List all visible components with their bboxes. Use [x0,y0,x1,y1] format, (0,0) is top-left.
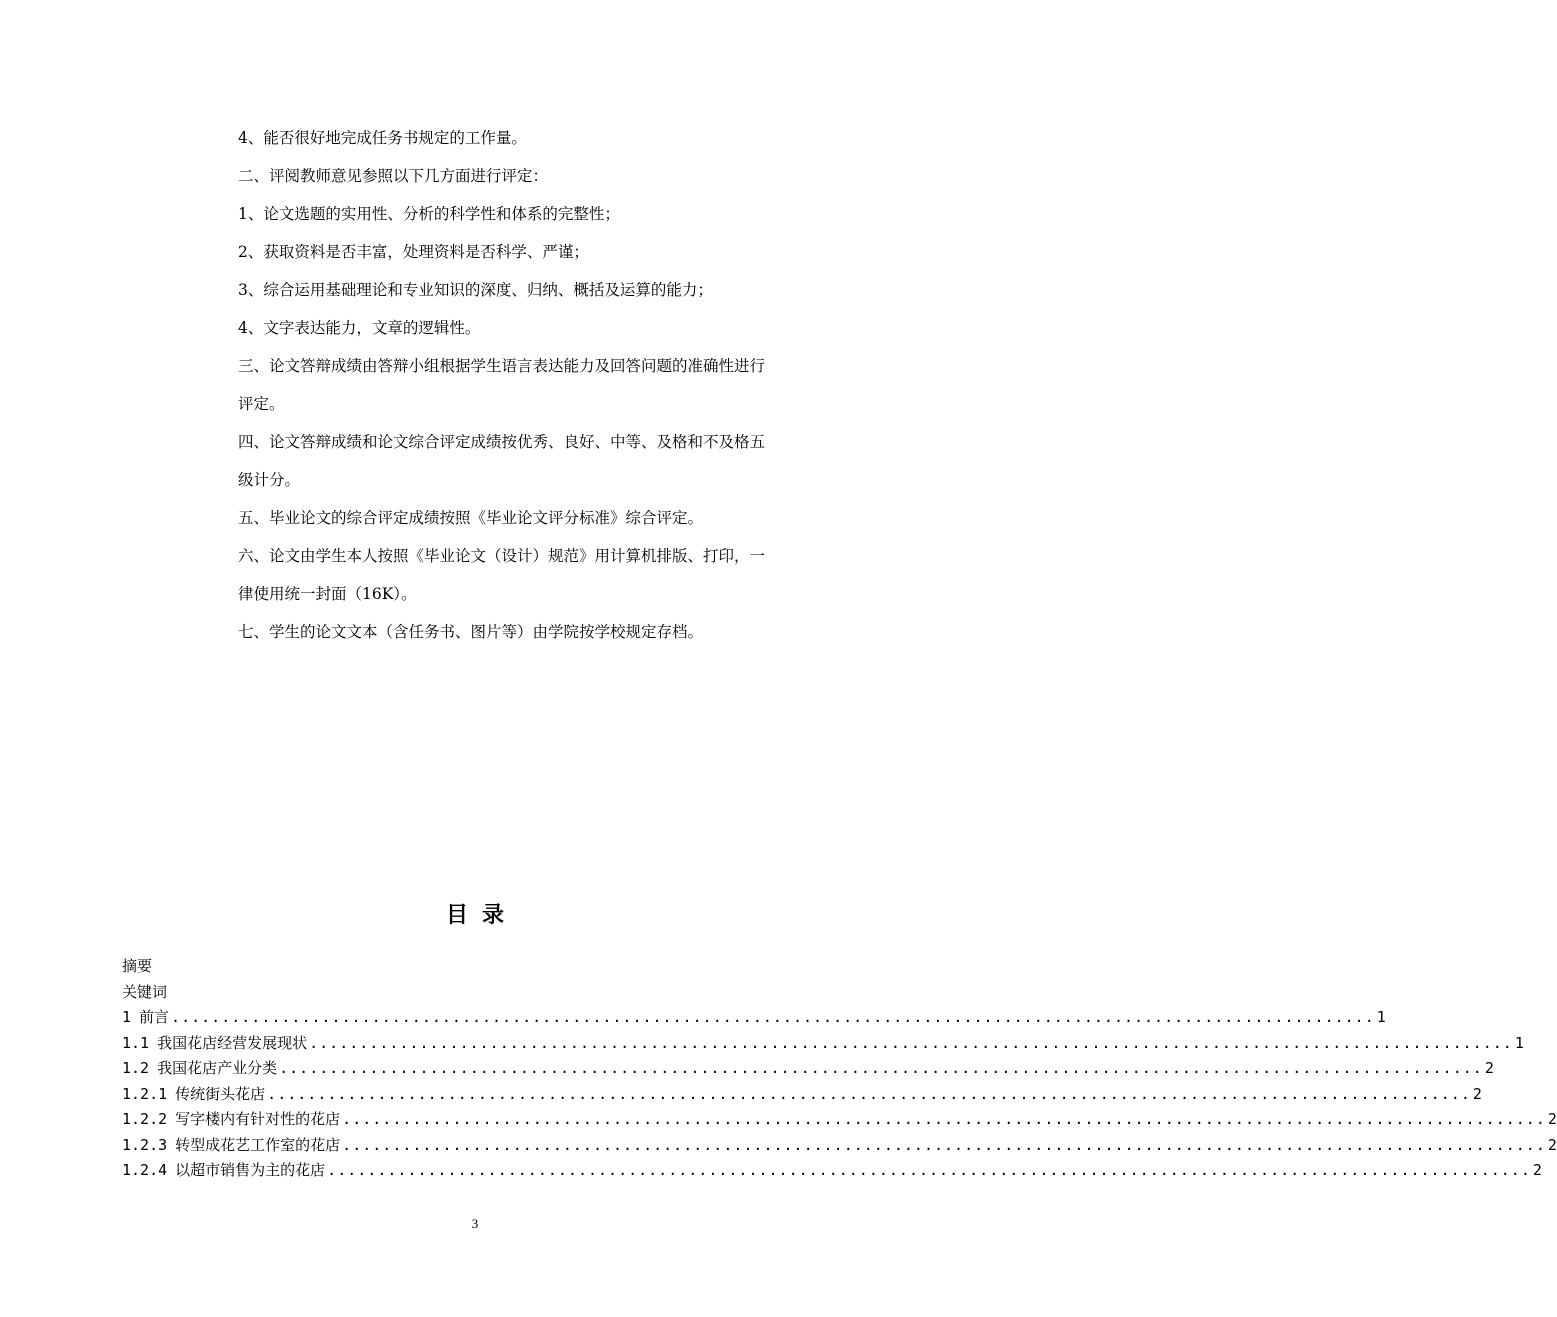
toc-entry[interactable] [122,1133,1557,1159]
toc-entry[interactable] [122,1158,1542,1184]
toc-entry-label: 传统街头花店 [175,1084,266,1103]
paragraph-criteria-4: 4、文字表达能力，文章的逻辑性。 [238,319,481,337]
toc-entry-abstract[interactable] [122,954,852,980]
toc-leader-dots: ........................................................................................................................ [267,1084,1471,1103]
paragraph-criteria-3: 3、综合运用基础理论和专业知识的深度、归纳、概括及运算的能力； [238,281,713,299]
toc-entry-number: 1.2.4 [122,1161,168,1179]
toc-entry[interactable] [122,1107,1557,1133]
toc-entry[interactable] [122,1082,1482,1108]
toc-entry[interactable] [122,1031,1524,1057]
paragraph-defense-line1: 三、论文答辩成绩由答辩小组根据学生语言表达能力及回答问题的准确性进行 [238,357,766,375]
paragraph-criteria-2: 2、获取资料是否丰富，处理资料是否科学、严谨； [238,243,589,261]
toc-entry-page: 2 [1547,1110,1557,1128]
toc-leader-dots: ........................................................................................................................ [342,1135,1546,1154]
paragraph-defense-line2: 评定。 [238,395,285,413]
toc-entry-number: 1.2.3 [122,1135,168,1154]
page-number: 3 [471,1216,479,1231]
toc-entry[interactable] [122,1056,1494,1082]
toc-entry-page: 1 [1376,1008,1386,1026]
toc-leader-dots: ........................................................................................................................ [342,1110,1546,1128]
toc-title: 目录 [445,903,518,928]
toc-leader-dots: ........................................................................................................................ [309,1033,1513,1052]
paragraph-criteria-1: 1、论文选题的实用性、分析的科学性和体系的完整性； [238,205,620,223]
paragraph-grading-line2: 级计分。 [238,471,301,489]
toc-entry-label: 我国花店经营发展现状 [157,1033,308,1052]
toc-entry-label: 写字楼内有针对性的花店 [175,1110,341,1128]
toc-entry-label: 转型成花艺工作室的花店 [175,1135,341,1154]
paragraph-formatting-line2: 律使用统一封面（16K）。 [238,585,417,603]
toc-leader-dots: ........................................................................................................................ [327,1161,1531,1179]
toc-entry-label: 关键词 [122,982,168,1001]
paragraph-review-criteria-heading: 二、评阅教师意见参照以下几方面进行评定： [238,167,549,185]
toc-entry-page: 2 [1532,1161,1542,1179]
table-of-contents [122,954,1557,1184]
toc-entry-page: 2 [1472,1084,1482,1103]
paragraph-workload: 4、能否很好地完成任务书规定的工作量。 [238,129,527,147]
toc-entry-page: 2 [1547,1135,1557,1154]
toc-entry-number: 1 [122,1008,132,1026]
toc-entry-number: 1.1 [122,1033,150,1052]
toc-entry-page: 2 [1484,1059,1494,1077]
toc-entry[interactable] [122,1005,1386,1031]
toc-entry-label: 摘要 [122,957,153,975]
paragraph-final-grade: 五、毕业论文的综合评定成绩按照《毕业论文评分标准》综合评定。 [238,509,704,527]
toc-entry-label: 我国花店产业分类 [157,1059,278,1077]
toc-entry-page: 1 [1514,1033,1524,1052]
toc-entry-label: 以超市销售为主的花店 [175,1161,326,1179]
paragraph-formatting-line1: 六、论文由学生本人按照《毕业论文（设计）规范》用计算机排版、打印，一 [238,547,766,565]
toc-leader-dots: ........................................................................................................................ [171,1008,1375,1026]
toc-leader-dots: ........................................................................................................................ [279,1059,1483,1077]
toc-entry-number: 1.2.2 [122,1110,168,1128]
toc-entry-number: 1.2 [122,1059,150,1077]
toc-entry-label: 前言 [139,1008,170,1026]
paragraph-grading-line1: 四、论文答辩成绩和论文综合评定成绩按优秀、良好、中等、及格和不及格五 [238,433,766,451]
toc-entry-keywords[interactable] [122,980,852,1006]
toc-entry-number: 1.2.1 [122,1084,168,1103]
paragraph-archiving: 七、学生的论文文本（含任务书、图片等）由学院按学校规定存档。 [238,623,704,641]
